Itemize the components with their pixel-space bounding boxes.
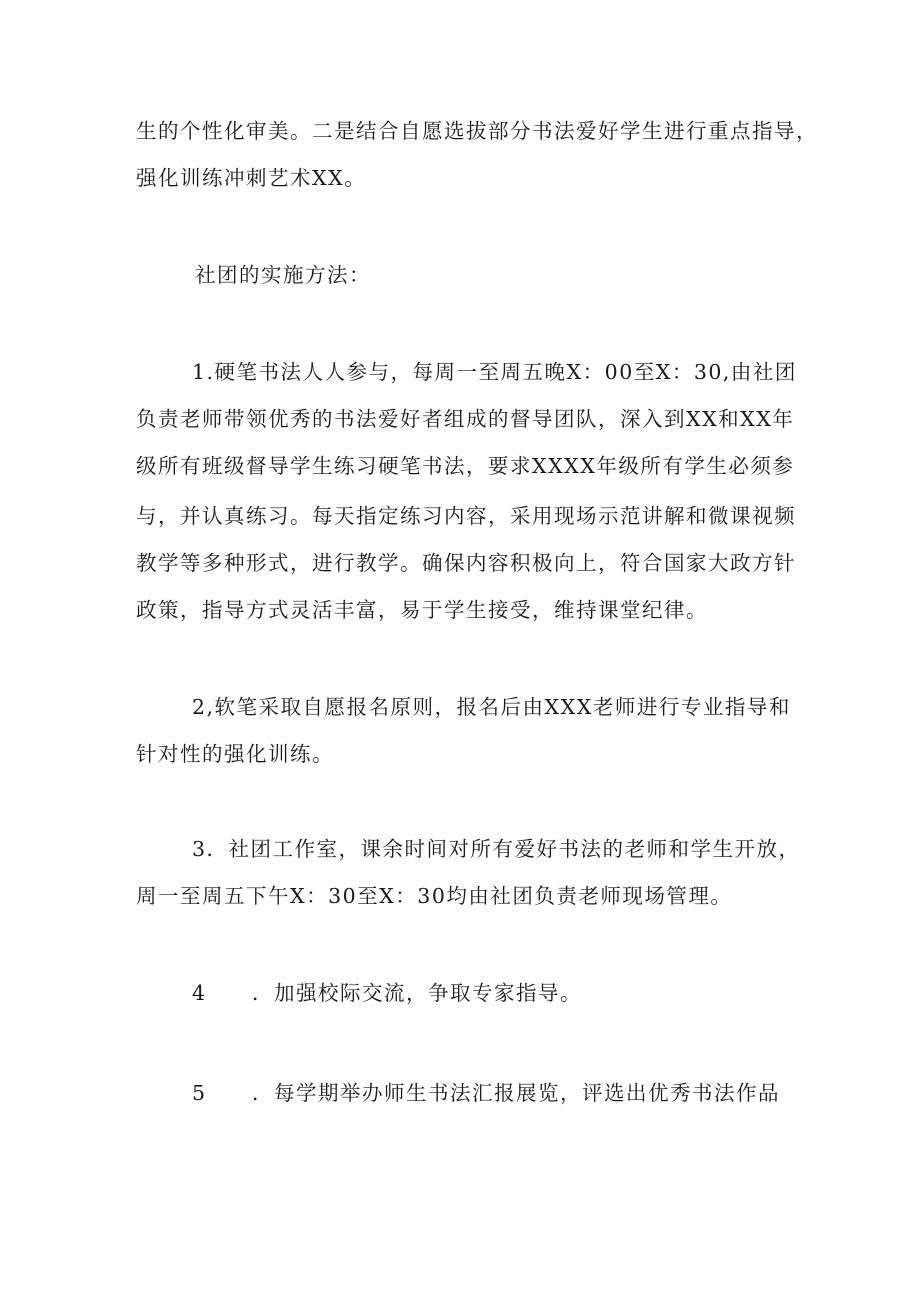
item4-text: ．加强校际交流，争取专家指导。 — [252, 981, 582, 1005]
item5-number: 5 — [192, 1081, 207, 1105]
item1-line-6: 政策，指导方式灵活丰富，易于学生接受，维持课堂纪律。 — [136, 598, 708, 622]
item1-line-2: 负责老师带领优秀的书法爱好者组成的督导团队，深入到XX和XX年 — [136, 407, 795, 431]
intro-line-2: 强化训练冲刺艺术XX。 — [136, 166, 367, 190]
item5-text: ．每学期举办师生书法汇报展览，评选出优秀书法作品 — [252, 1081, 780, 1105]
item3-line-1: 3．社团工作室，课余时间对所有爱好书法的老师和学生开放， — [192, 837, 801, 861]
section-heading: 社团的实施方法： — [195, 263, 371, 287]
intro-line-1: 生的个性化审美。二是结合自愿选拔部分书法爱好学生进行重点指导， — [136, 119, 818, 143]
item3-line-2: 周一至周五下午X：30至X：30均由社团负责老师现场管理。 — [136, 884, 733, 908]
item4-number: 4 — [192, 981, 207, 1005]
item1-line-3: 级所有班级督导学生练习硬笔书法，要求XXXX年级所有学生必须参 — [136, 454, 795, 478]
item1-line-1: 1.硬笔书法人人参与，每周一至周五晚X：00至X：30,由社团 — [192, 360, 797, 384]
item1-line-5: 教学等多种形式，进行教学。确保内容积极向上，符合国家大政方针 — [136, 551, 796, 575]
item2-line-2: 针对性的强化训练。 — [136, 742, 334, 766]
item1-line-4: 与，并认真练习。每天指定练习内容，采用现场示范讲解和微课视频 — [136, 504, 796, 528]
item2-line-1: 2,软笔采取自愿报名原则，报名后由XXX老师进行专业指导和 — [192, 695, 791, 719]
